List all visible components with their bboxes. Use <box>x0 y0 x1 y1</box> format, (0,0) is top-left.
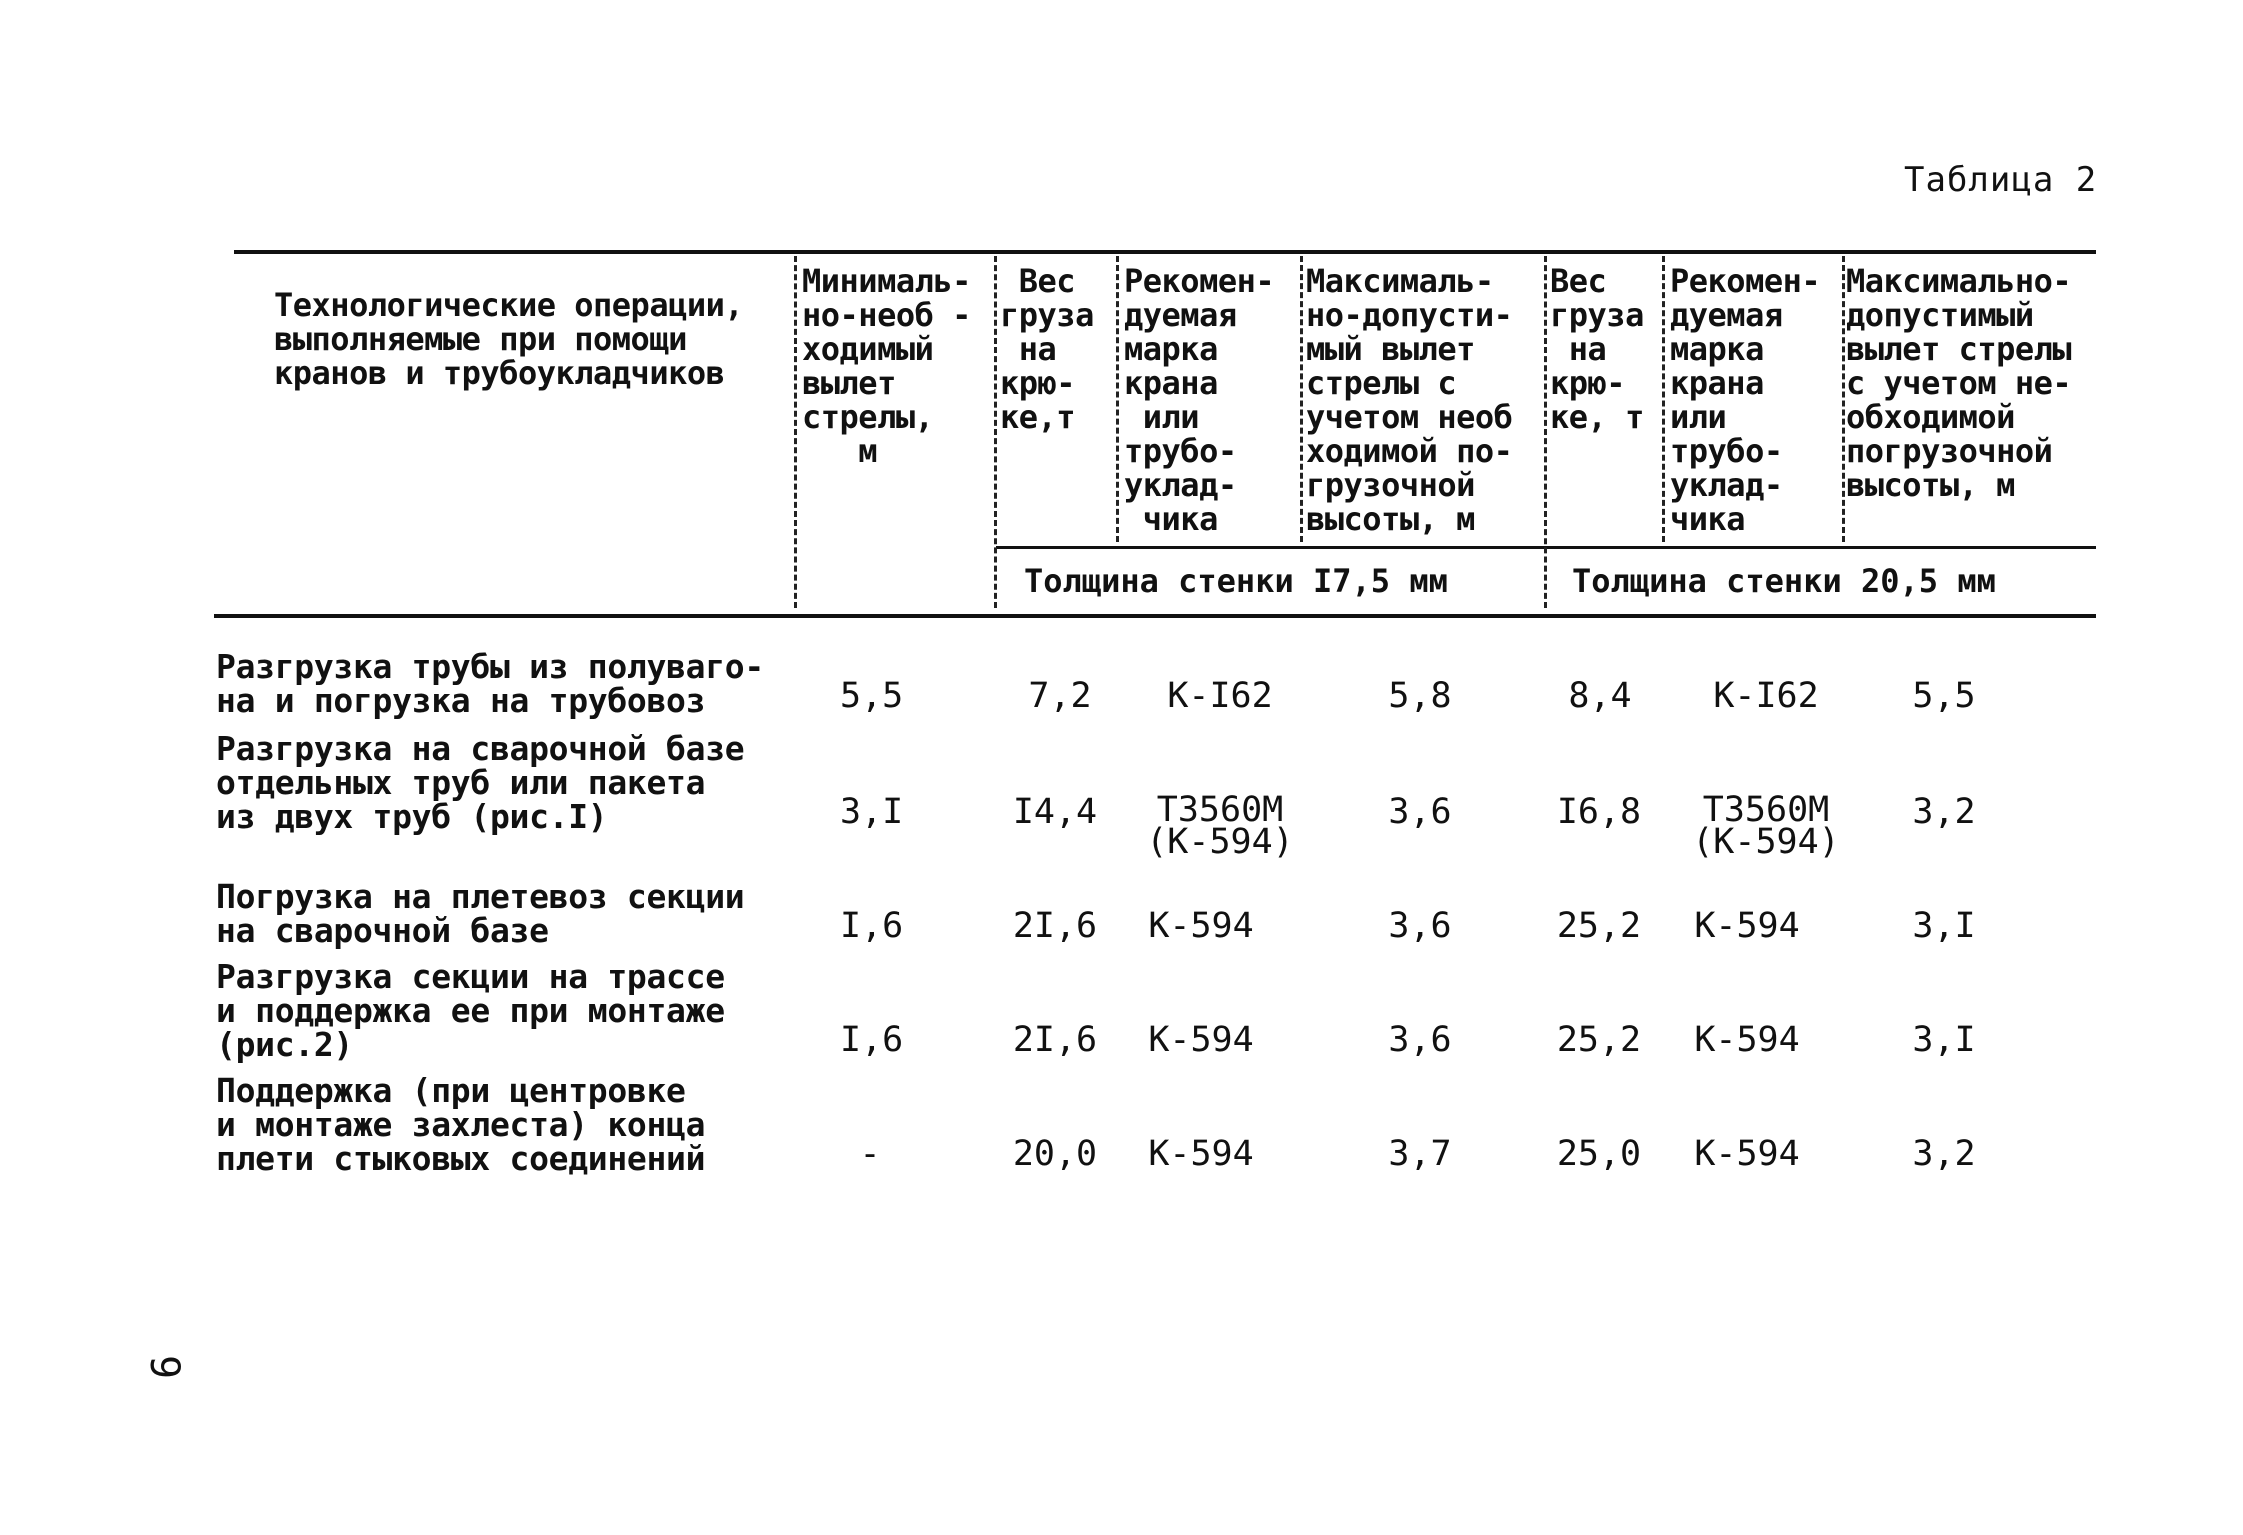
cell-crane-model-2: К-594 <box>1694 906 1800 946</box>
cell-load-weight-1: I4,4 <box>1012 792 1098 832</box>
table-label: Таблица 2 <box>1904 160 2098 200</box>
row-operation: Погрузка на плетевоз секции на сварочной базе <box>216 877 745 950</box>
cell-max-reach-2: 3,2 <box>1912 792 1976 832</box>
col-separator <box>794 256 797 608</box>
header-load-weight-2: Вес груза на крю- ке, т <box>1550 262 1644 436</box>
cell-crane-model-2: К-594 <box>1694 1020 1800 1060</box>
cell-max-reach-1: 3,6 <box>1388 906 1452 946</box>
cell-load-weight-2: 25,0 <box>1556 1134 1642 1174</box>
cell-crane-model-1: К-I62 <box>1167 676 1273 716</box>
header-max-reach-2: Максимально- допустимый вылет стрелы с учетом не- обходимой погрузочной высоты, м <box>1846 262 2072 504</box>
cell-load-weight-2: 25,2 <box>1556 906 1642 946</box>
cell-crane-model-2: К-I62 <box>1713 676 1819 716</box>
col-separator <box>1116 256 1119 542</box>
table-top-rule <box>234 250 2096 254</box>
cell-crane-model-1: К-594 <box>1148 1134 1254 1174</box>
group-header-wall-17-5: Толщина стенки I7,5 мм <box>1024 562 1448 600</box>
cell-load-weight-1: 2I,6 <box>1012 906 1098 946</box>
cell-min-reach: I,6 <box>840 906 904 946</box>
col-separator <box>1662 256 1665 542</box>
cell-load-weight-1: 20,0 <box>1012 1134 1098 1174</box>
header-crane-model-2: Рекомен- дуемая марка крана или трубо- уклад- чика <box>1670 262 1821 538</box>
cell-load-weight-2: I6,8 <box>1556 792 1642 832</box>
cell-max-reach-2: 3,I <box>1912 1020 1976 1060</box>
header-crane-model-1: Рекомен- дуемая марка крана или трубо- уклад- чика <box>1124 262 1275 538</box>
col-separator <box>1842 256 1845 542</box>
row-operation: Разгрузка секции на трассе и поддержка ее при монтаже (рис.2) <box>216 957 725 1064</box>
header-max-reach-1: Максималь- но-допусти- мый вылет стрелы с учетом необ ходимой по- грузочной высоты, м <box>1306 262 1513 538</box>
page-number: 9 <box>141 1354 188 1380</box>
cell-crane-model-1: К-594 <box>1148 1020 1254 1060</box>
col-separator <box>994 256 997 608</box>
row-operation: Разгрузка на сварочной базе отдельных труб или пакета из двух труб (рис.I) <box>216 729 745 836</box>
cell-crane-model-1: Т3560М (К-594) <box>1146 790 1294 862</box>
group-header-wall-20-5: Толщина стенки 20,5 мм <box>1572 562 1996 600</box>
header-bottom-rule <box>214 614 2096 618</box>
cell-min-reach: - <box>859 1134 881 1174</box>
cell-min-reach: 3,I <box>840 792 904 832</box>
header-min-reach: Минималь- но-необ - ходимый вылет стрелы, м <box>802 262 971 470</box>
cell-load-weight-1: 2I,6 <box>1012 1020 1098 1060</box>
cell-max-reach-1: 5,8 <box>1388 676 1452 716</box>
col-separator <box>1300 256 1303 542</box>
cell-max-reach-1: 3,6 <box>1388 792 1452 832</box>
row-operation: Разгрузка трубы из полуваго- на и погрузка на трубовоз <box>216 647 764 720</box>
cell-load-weight-2: 25,2 <box>1556 1020 1642 1060</box>
cell-max-reach-1: 3,7 <box>1388 1134 1452 1174</box>
cell-crane-model-1: К-594 <box>1148 906 1254 946</box>
cell-max-reach-2: 3,2 <box>1912 1134 1976 1174</box>
cell-max-reach-1: 3,6 <box>1388 1020 1452 1060</box>
cell-max-reach-2: 5,5 <box>1912 676 1976 716</box>
cell-load-weight-1: 7,2 <box>1028 676 1092 716</box>
header-load-weight-1: Вес груза на крю- ке,т <box>1000 262 1094 436</box>
header-operations: Технологические операции, выполняемые при помощи кранов и трубоукладчиков <box>274 286 744 392</box>
col-separator <box>1544 256 1547 608</box>
cell-max-reach-2: 3,I <box>1912 906 1976 946</box>
cell-min-reach: I,6 <box>840 1020 904 1060</box>
cell-crane-model-2: К-594 <box>1694 1134 1800 1174</box>
cell-load-weight-2: 8,4 <box>1568 676 1632 716</box>
row-operation: Поддержка (при центровке и монтаже захлеста) конца плети стыковых соединений <box>216 1071 706 1178</box>
cell-min-reach: 5,5 <box>840 676 904 716</box>
cell-crane-model-2: Т3560М (К-594) <box>1692 790 1840 862</box>
